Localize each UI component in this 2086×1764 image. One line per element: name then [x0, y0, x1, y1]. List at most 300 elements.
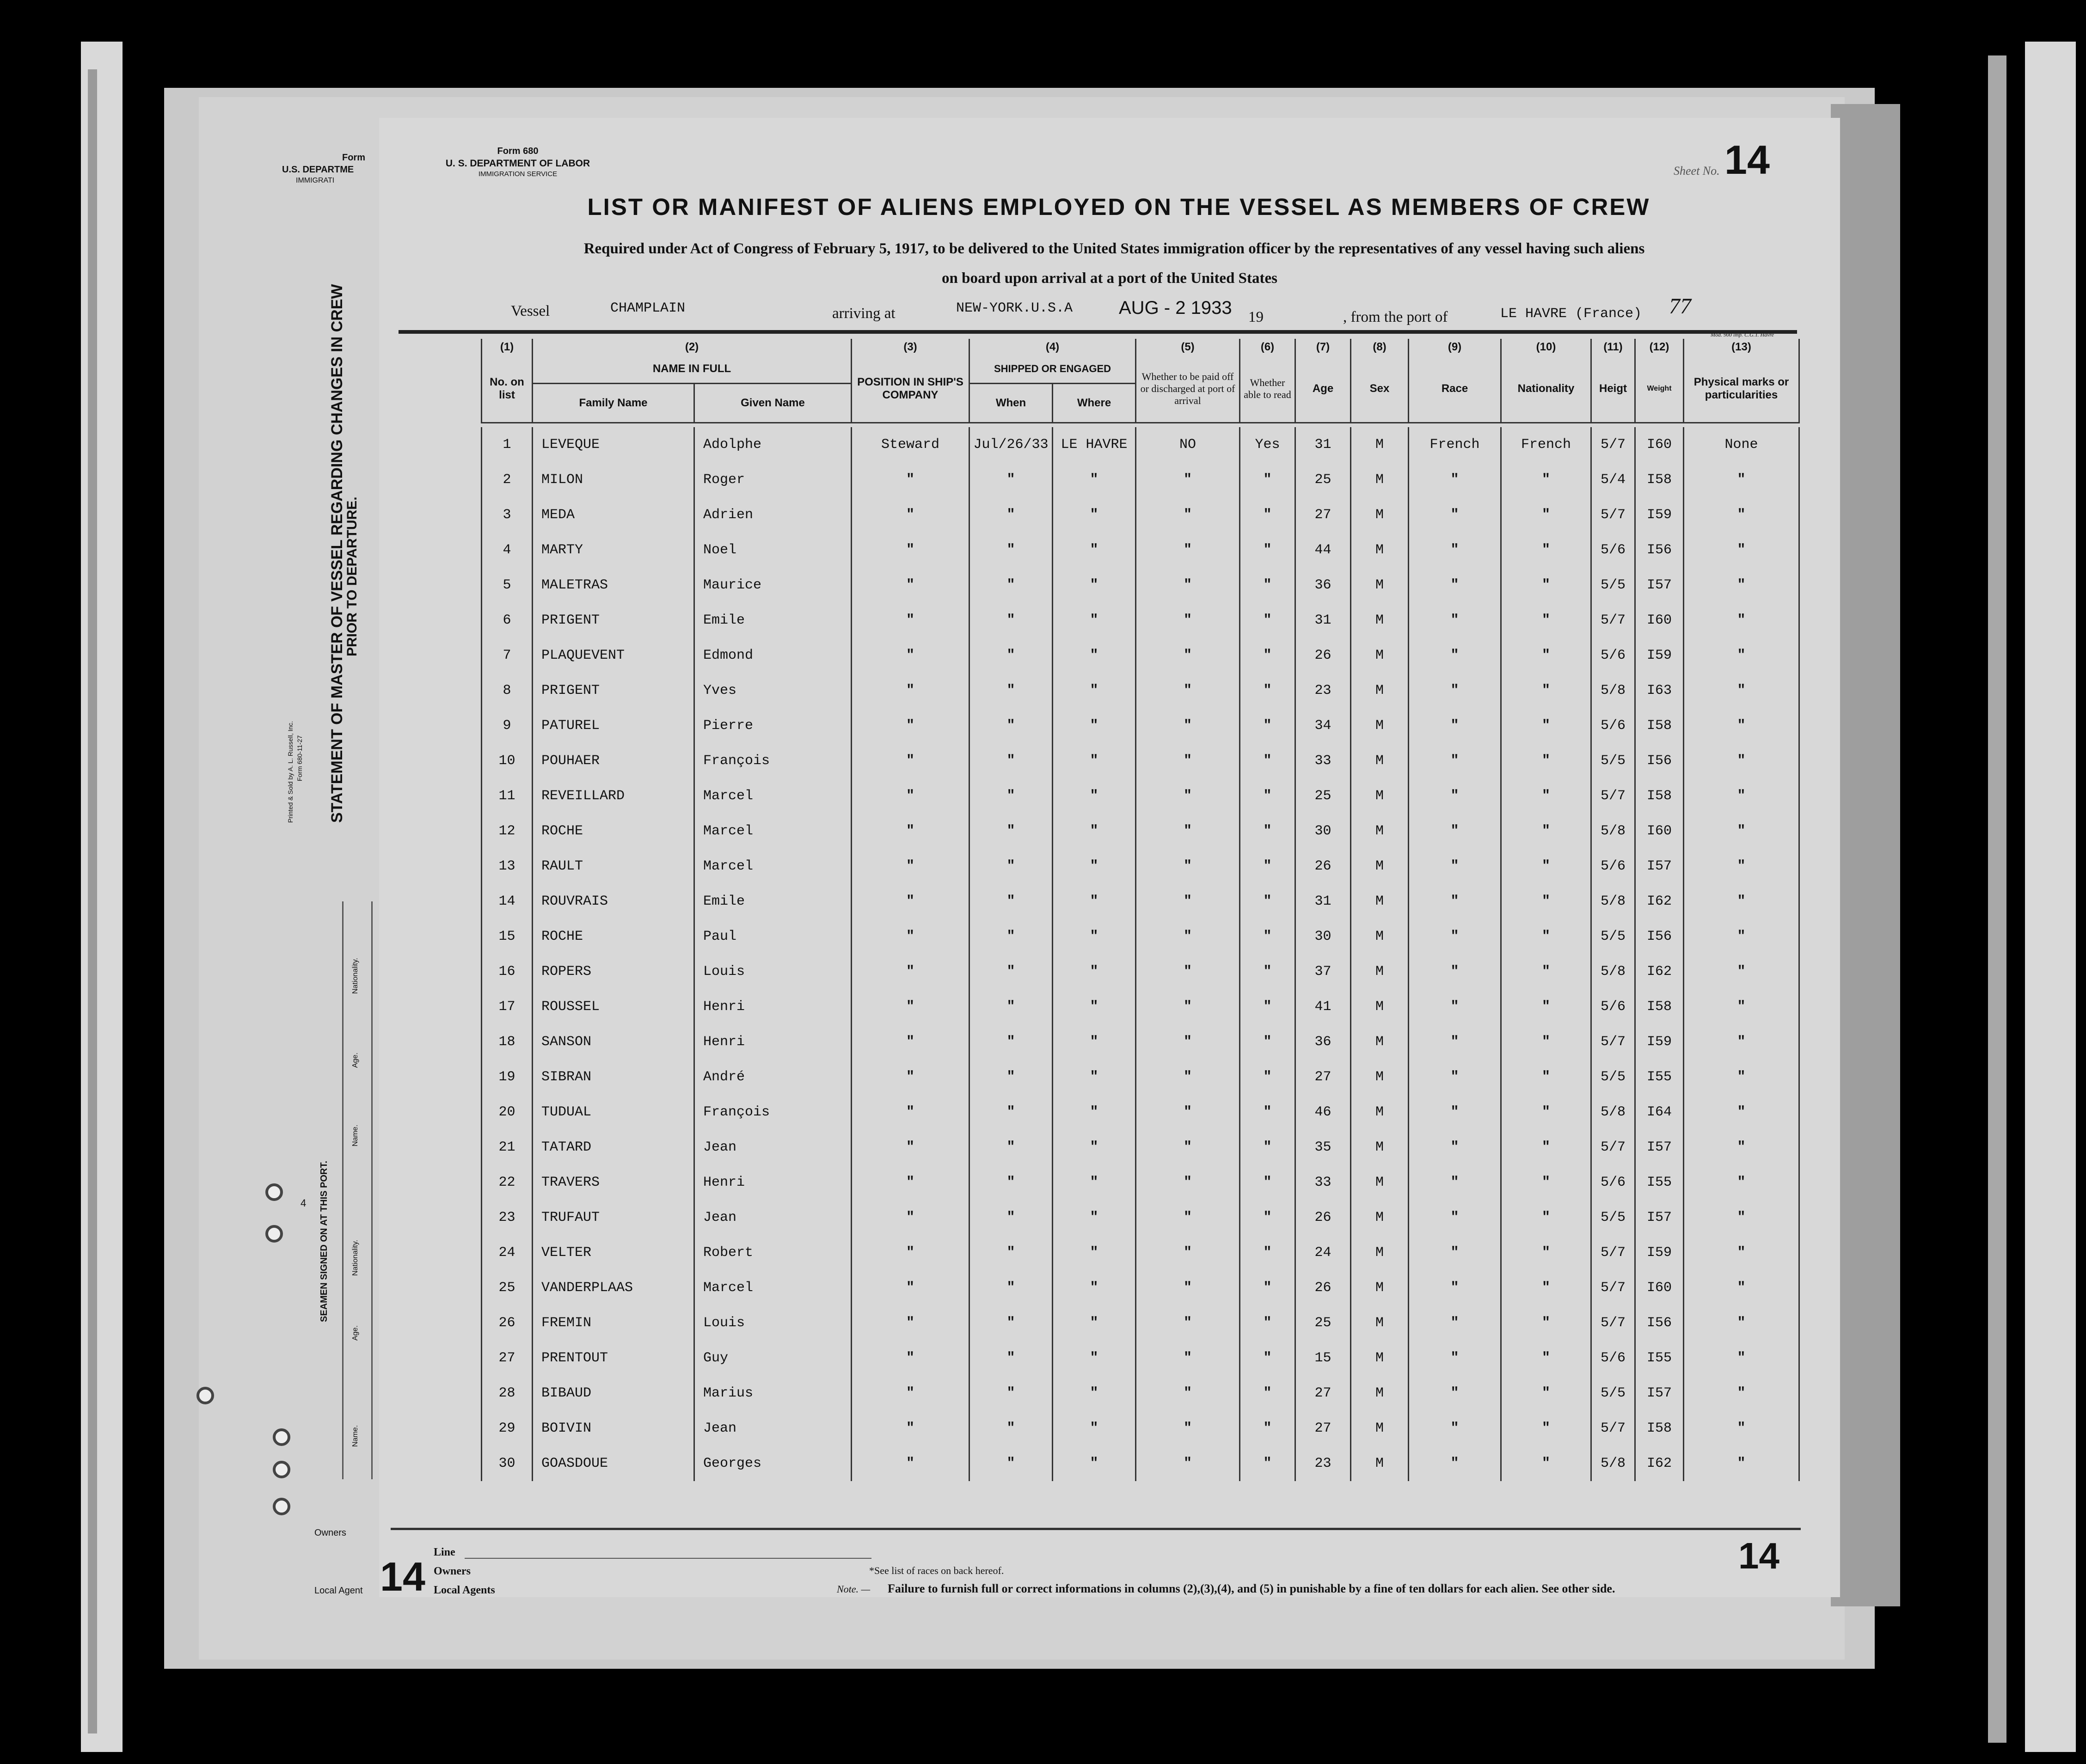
crew-physical-marks: " — [1684, 1095, 1799, 1130]
crew-shipped-where: " — [1053, 919, 1136, 954]
crew-no: 17 — [482, 989, 533, 1024]
crew-race: French — [1409, 427, 1501, 462]
crew-given-name: Paul — [694, 919, 852, 954]
crew-physical-marks: " — [1684, 1024, 1799, 1060]
crew-weight: I59 — [1635, 1235, 1684, 1270]
crew-shipped-where: " — [1053, 638, 1136, 673]
crew-family-name: PRENTOUT — [533, 1341, 694, 1376]
from-port-label: , from the port of — [1343, 309, 1448, 325]
header-weight: Weight — [1635, 355, 1684, 423]
crew-given-name: Marcel — [694, 1270, 852, 1305]
crew-position: " — [852, 1341, 969, 1376]
table-row — [482, 1270, 1799, 1305]
binder-hole — [265, 1183, 283, 1201]
crew-weight: I62 — [1635, 954, 1684, 989]
crew-height: 5/5 — [1591, 1200, 1635, 1235]
crew-given-name: Henri — [694, 1165, 852, 1200]
crew-age: 25 — [1295, 778, 1351, 814]
crew-physical-marks: " — [1684, 989, 1799, 1024]
crew-race: " — [1409, 1200, 1501, 1235]
crew-weight: I57 — [1635, 1376, 1684, 1411]
crew-height: 5/7 — [1591, 1235, 1635, 1270]
crew-paid-off: " — [1136, 1200, 1240, 1235]
crew-given-name: Marcel — [694, 778, 852, 814]
back-statement-title: STATEMENT OF MASTER OF VESSEL REGARDING CHANGES IN CREW — [328, 284, 346, 823]
crew-shipped-when: " — [969, 743, 1053, 778]
crew-position: " — [852, 778, 969, 814]
crew-nationality: " — [1501, 954, 1591, 989]
crew-shipped-when: " — [969, 1095, 1053, 1130]
crew-physical-marks: " — [1684, 1165, 1799, 1200]
crew-weight: I56 — [1635, 533, 1684, 568]
department-of-labor: U. S. DEPARTMENT OF LABOR — [445, 158, 590, 169]
crew-given-name: Louis — [694, 954, 852, 989]
crew-shipped-when: " — [969, 1446, 1053, 1481]
crew-height: 5/7 — [1591, 1024, 1635, 1060]
crew-weight: I56 — [1635, 919, 1684, 954]
crew-paid-off: " — [1136, 533, 1240, 568]
crew-able-to-read: " — [1240, 1305, 1295, 1341]
crew-position: " — [852, 884, 969, 919]
crew-position: " — [852, 673, 969, 708]
crew-position: " — [852, 1446, 969, 1481]
crew-nationality: " — [1501, 708, 1591, 743]
header-rule — [399, 330, 1797, 334]
crew-family-name: REVEILLARD — [533, 778, 694, 814]
footer-page-number-left: 14 — [380, 1554, 425, 1599]
crew-able-to-read: " — [1240, 1095, 1295, 1130]
crew-race: " — [1409, 849, 1501, 884]
table-row — [482, 1235, 1799, 1270]
crew-manifest-table — [481, 339, 1800, 1481]
crew-no: 21 — [482, 1130, 533, 1165]
crew-rows — [482, 427, 1799, 1481]
binder-hole — [273, 1498, 290, 1515]
crew-nationality: " — [1501, 1165, 1591, 1200]
crew-position: " — [852, 1165, 969, 1200]
col9-number: (9) — [1409, 339, 1501, 355]
crew-shipped-when: " — [969, 673, 1053, 708]
crew-family-name: ROUSSEL — [533, 989, 694, 1024]
back-owners: Owners — [314, 1528, 346, 1538]
crew-shipped-when: " — [969, 1165, 1053, 1200]
crew-shipped-where: LE HAVRE — [1053, 427, 1136, 462]
crew-given-name: Georges — [694, 1446, 852, 1481]
crew-physical-marks: " — [1684, 1376, 1799, 1411]
crew-paid-off: " — [1136, 1341, 1240, 1376]
crew-sex: M — [1351, 1200, 1409, 1235]
binder-hole — [265, 1225, 283, 1243]
table-row — [482, 1024, 1799, 1060]
crew-age: 24 — [1295, 1235, 1351, 1270]
crew-nationality: " — [1501, 1341, 1591, 1376]
crew-family-name: SANSON — [533, 1024, 694, 1060]
footer-races-note: *See list of races on back hereof. — [869, 1565, 1004, 1576]
crew-position: " — [852, 919, 969, 954]
crew-race: " — [1409, 954, 1501, 989]
crew-given-name: André — [694, 1060, 852, 1095]
crew-shipped-when: " — [969, 849, 1053, 884]
crew-sex: M — [1351, 533, 1409, 568]
crew-physical-marks: " — [1684, 708, 1799, 743]
crew-paid-off: " — [1136, 884, 1240, 919]
crew-age: 26 — [1295, 638, 1351, 673]
crew-no: 24 — [482, 1235, 533, 1270]
crew-able-to-read: " — [1240, 1235, 1295, 1270]
crew-age: 35 — [1295, 1130, 1351, 1165]
crew-no: 5 — [482, 568, 533, 603]
crew-paid-off: " — [1136, 778, 1240, 814]
crew-nationality: " — [1501, 1376, 1591, 1411]
crew-nationality: " — [1501, 1411, 1591, 1446]
crew-weight: I58 — [1635, 1411, 1684, 1446]
crew-sex: M — [1351, 1235, 1409, 1270]
crew-nationality: " — [1501, 778, 1591, 814]
right-dark-sheet — [1831, 104, 1900, 1606]
crew-sex: M — [1351, 1095, 1409, 1130]
crew-given-name: Jean — [694, 1200, 852, 1235]
crew-physical-marks: " — [1684, 638, 1799, 673]
header-race: Race — [1409, 355, 1501, 423]
crew-shipped-when: " — [969, 1200, 1053, 1235]
crew-paid-off: " — [1136, 638, 1240, 673]
crew-sex: M — [1351, 1341, 1409, 1376]
crew-no: 27 — [482, 1341, 533, 1376]
crew-shipped-where: " — [1053, 1130, 1136, 1165]
crew-able-to-read: " — [1240, 1341, 1295, 1376]
footer-owners-label: Owners — [434, 1565, 471, 1577]
crew-paid-off: " — [1136, 1235, 1240, 1270]
crew-shipped-where: " — [1053, 1446, 1136, 1481]
crew-weight: I63 — [1635, 673, 1684, 708]
crew-able-to-read: " — [1240, 1200, 1295, 1235]
header-position: POSITION IN SHIP'S COMPANY — [852, 355, 969, 423]
crew-shipped-when: " — [969, 919, 1053, 954]
crew-shipped-when: " — [969, 1024, 1053, 1060]
crew-nationality: " — [1501, 1200, 1591, 1235]
header-able-to-read: Whether able to read — [1240, 355, 1295, 423]
crew-nationality: " — [1501, 1235, 1591, 1270]
crew-able-to-read: " — [1240, 919, 1295, 954]
crew-family-name: BOIVIN — [533, 1411, 694, 1446]
crew-family-name: MARTY — [533, 533, 694, 568]
back-seamen-signed: SEAMEN SIGNED ON AT THIS PORT. — [319, 1161, 329, 1322]
header-family-name: Family Name — [533, 383, 694, 423]
crew-height: 5/6 — [1591, 638, 1635, 673]
crew-race: " — [1409, 1095, 1501, 1130]
crew-height: 5/7 — [1591, 1130, 1635, 1165]
crew-physical-marks: " — [1684, 778, 1799, 814]
back-name-2: Name. — [351, 1425, 359, 1447]
crew-given-name: Jean — [694, 1411, 852, 1446]
crew-shipped-when: " — [969, 1411, 1053, 1446]
crew-shipped-where: " — [1053, 533, 1136, 568]
back-department: U.S. DEPARTME — [282, 165, 354, 175]
table-row — [482, 462, 1799, 497]
crew-physical-marks: " — [1684, 849, 1799, 884]
crew-given-name: François — [694, 743, 852, 778]
crew-position: " — [852, 708, 969, 743]
col1-number: (1) — [482, 339, 533, 355]
crew-position: " — [852, 849, 969, 884]
crew-no: 28 — [482, 1376, 533, 1411]
crew-able-to-read: " — [1240, 778, 1295, 814]
crew-physical-marks: " — [1684, 919, 1799, 954]
crew-sex: M — [1351, 462, 1409, 497]
crew-race: " — [1409, 1130, 1501, 1165]
crew-nationality: " — [1501, 638, 1591, 673]
crew-weight: I56 — [1635, 1305, 1684, 1341]
crew-position: " — [852, 1095, 969, 1130]
right-binder-strip — [1988, 55, 2006, 1743]
crew-physical-marks: " — [1684, 884, 1799, 919]
crew-able-to-read: " — [1240, 568, 1295, 603]
crew-no: 11 — [482, 778, 533, 814]
crew-age: 36 — [1295, 568, 1351, 603]
crew-age: 37 — [1295, 954, 1351, 989]
crew-no: 6 — [482, 603, 533, 638]
crew-shipped-where: " — [1053, 1060, 1136, 1095]
crew-height: 5/7 — [1591, 497, 1635, 533]
crew-nationality: French — [1501, 427, 1591, 462]
crew-able-to-read: " — [1240, 1270, 1295, 1305]
crew-position: " — [852, 1060, 969, 1095]
crew-no: 2 — [482, 462, 533, 497]
crew-sex: M — [1351, 814, 1409, 849]
header-where: Where — [1053, 383, 1136, 423]
crew-given-name: Henri — [694, 1024, 852, 1060]
crew-position: Steward — [852, 427, 969, 462]
right-binder-clip — [2025, 42, 2076, 1752]
form-subtitle-line2: on board upon arrival at a port of the United States — [941, 270, 1278, 287]
crew-able-to-read: " — [1240, 708, 1295, 743]
sheet-number: 14 — [1724, 137, 1770, 183]
crew-height: 5/5 — [1591, 568, 1635, 603]
col2-number: (2) — [533, 339, 852, 355]
crew-physical-marks: " — [1684, 1060, 1799, 1095]
crew-height: 5/7 — [1591, 603, 1635, 638]
table-row — [482, 849, 1799, 884]
crew-shipped-where: " — [1053, 849, 1136, 884]
crew-shipped-where: " — [1053, 814, 1136, 849]
crew-physical-marks: " — [1684, 568, 1799, 603]
col13-number: (13) — [1684, 339, 1799, 355]
crew-no: 10 — [482, 743, 533, 778]
crew-nationality: " — [1501, 919, 1591, 954]
crew-weight: I58 — [1635, 989, 1684, 1024]
header-no-on-list: No. on list — [482, 355, 533, 423]
col3-number: (3) — [852, 339, 969, 355]
crew-age: 27 — [1295, 497, 1351, 533]
crew-weight: I62 — [1635, 1446, 1684, 1481]
crew-given-name: Marcel — [694, 849, 852, 884]
crew-position: " — [852, 1200, 969, 1235]
crew-sex: M — [1351, 778, 1409, 814]
crew-paid-off: " — [1136, 1095, 1240, 1130]
crew-able-to-read: " — [1240, 1165, 1295, 1200]
crew-shipped-when: " — [969, 568, 1053, 603]
crew-nationality: " — [1501, 1095, 1591, 1130]
col8-number: (8) — [1351, 339, 1409, 355]
crew-shipped-where: " — [1053, 1024, 1136, 1060]
table-row — [482, 638, 1799, 673]
crew-nationality: " — [1501, 1446, 1591, 1481]
crew-paid-off: " — [1136, 568, 1240, 603]
footer-page-number-right: 14 — [1738, 1535, 1779, 1576]
crew-age: 30 — [1295, 919, 1351, 954]
crew-nationality: " — [1501, 462, 1591, 497]
crew-height: 5/5 — [1591, 1376, 1635, 1411]
vessel-name: CHAMPLAIN — [610, 300, 686, 316]
crew-no: 8 — [482, 673, 533, 708]
crew-paid-off: " — [1136, 814, 1240, 849]
crew-position: " — [852, 989, 969, 1024]
crew-shipped-when: " — [969, 1235, 1053, 1270]
crew-shipped-where: " — [1053, 954, 1136, 989]
crew-shipped-when: " — [969, 954, 1053, 989]
crew-family-name: BIBAUD — [533, 1376, 694, 1411]
crew-nationality: " — [1501, 568, 1591, 603]
crew-nationality: " — [1501, 743, 1591, 778]
left-binder-clip — [81, 42, 123, 1752]
crew-paid-off: " — [1136, 989, 1240, 1024]
crew-no: 7 — [482, 638, 533, 673]
crew-shipped-where: " — [1053, 743, 1136, 778]
crew-age: 27 — [1295, 1060, 1351, 1095]
crew-shipped-when: " — [969, 989, 1053, 1024]
crew-family-name: RAULT — [533, 849, 694, 884]
crew-given-name: Edmond — [694, 638, 852, 673]
crew-height: 5/6 — [1591, 989, 1635, 1024]
back-age-2: Age. — [351, 1325, 359, 1341]
header-physical-marks: Physical marks or particularities — [1684, 355, 1799, 423]
crew-paid-off: " — [1136, 849, 1240, 884]
crew-family-name: ROPERS — [533, 954, 694, 989]
corner-handwritten-mark: 77 — [1669, 294, 1691, 318]
crew-nationality: " — [1501, 1305, 1591, 1341]
crew-family-name: VELTER — [533, 1235, 694, 1270]
crew-shipped-when: " — [969, 708, 1053, 743]
crew-position: " — [852, 743, 969, 778]
crew-weight: I59 — [1635, 638, 1684, 673]
crew-physical-marks: " — [1684, 603, 1799, 638]
back-printer-form: Form 680-11-27 — [296, 735, 303, 781]
crew-height: 5/8 — [1591, 673, 1635, 708]
footer-local-agents-label: Local Agents — [434, 1584, 495, 1596]
table-row — [482, 743, 1799, 778]
crew-sex: M — [1351, 1165, 1409, 1200]
col11-number: (11) — [1591, 339, 1635, 355]
crew-sex: M — [1351, 603, 1409, 638]
crew-paid-off: " — [1136, 1376, 1240, 1411]
crew-paid-off: " — [1136, 1411, 1240, 1446]
crew-position: " — [852, 533, 969, 568]
table-row — [482, 919, 1799, 954]
crew-height: 5/6 — [1591, 1165, 1635, 1200]
crew-race: " — [1409, 1305, 1501, 1341]
crew-no: 16 — [482, 954, 533, 989]
col12-number: (12) — [1635, 339, 1684, 355]
crew-able-to-read: " — [1240, 849, 1295, 884]
header-nationality: Nationality — [1501, 355, 1591, 423]
table-row — [482, 533, 1799, 568]
crew-race: " — [1409, 673, 1501, 708]
back-age-1: Age. — [351, 1053, 359, 1068]
crew-able-to-read: " — [1240, 1376, 1295, 1411]
immigration-service: IMMIGRATION SERVICE — [478, 170, 558, 178]
crew-weight: I57 — [1635, 568, 1684, 603]
crew-given-name: Henri — [694, 989, 852, 1024]
crew-weight: I57 — [1635, 1130, 1684, 1165]
crew-given-name: Robert — [694, 1235, 852, 1270]
crew-nationality: " — [1501, 603, 1591, 638]
crew-able-to-read: " — [1240, 1060, 1295, 1095]
crew-age: 27 — [1295, 1376, 1351, 1411]
header-height: Heigt — [1591, 355, 1635, 423]
crew-shipped-when: " — [969, 1130, 1053, 1165]
back-name-1: Name. — [351, 1124, 359, 1146]
crew-height: 5/6 — [1591, 849, 1635, 884]
crew-physical-marks: " — [1684, 1341, 1799, 1376]
crew-race: " — [1409, 638, 1501, 673]
crew-weight: I60 — [1635, 603, 1684, 638]
crew-height: 5/6 — [1591, 1341, 1635, 1376]
crew-no: 1 — [482, 427, 533, 462]
crew-no: 3 — [482, 497, 533, 533]
crew-position: " — [852, 1411, 969, 1446]
crew-able-to-read: " — [1240, 533, 1295, 568]
crew-shipped-where: " — [1053, 1305, 1136, 1341]
table-row — [482, 427, 1799, 462]
crew-position: " — [852, 568, 969, 603]
form-number: Form 680 — [497, 146, 539, 156]
crew-sex: M — [1351, 954, 1409, 989]
crew-physical-marks: " — [1684, 1446, 1799, 1481]
crew-no: 9 — [482, 708, 533, 743]
crew-weight: I62 — [1635, 884, 1684, 919]
crew-able-to-read: " — [1240, 497, 1295, 533]
crew-age: 26 — [1295, 849, 1351, 884]
crew-age: 25 — [1295, 462, 1351, 497]
crew-given-name: Noel — [694, 533, 852, 568]
crew-paid-off: " — [1136, 603, 1240, 638]
crew-age: 34 — [1295, 708, 1351, 743]
arriving-port: NEW-YORK.U.S.A — [956, 300, 1073, 316]
crew-given-name: Maurice — [694, 568, 852, 603]
crew-race: " — [1409, 814, 1501, 849]
crew-race: " — [1409, 1411, 1501, 1446]
crew-race: " — [1409, 1024, 1501, 1060]
crew-family-name: TRAVERS — [533, 1165, 694, 1200]
crew-paid-off: " — [1136, 1060, 1240, 1095]
crew-physical-marks: " — [1684, 814, 1799, 849]
left-binder-strip — [88, 69, 97, 1733]
crew-shipped-when: Jul/26/33 — [969, 427, 1053, 462]
crew-position: " — [852, 497, 969, 533]
crew-age: 27 — [1295, 1411, 1351, 1446]
table-row — [482, 1060, 1799, 1095]
crew-sex: M — [1351, 497, 1409, 533]
table-row — [482, 814, 1799, 849]
crew-shipped-when: " — [969, 638, 1053, 673]
crew-family-name: TATARD — [533, 1130, 694, 1165]
crew-age: 26 — [1295, 1270, 1351, 1305]
binder-hole — [273, 1428, 290, 1446]
back-nationality-2: Nationality. — [351, 1240, 359, 1276]
crew-race: " — [1409, 603, 1501, 638]
table-row — [482, 1130, 1799, 1165]
crew-family-name: SIBRAN — [533, 1060, 694, 1095]
